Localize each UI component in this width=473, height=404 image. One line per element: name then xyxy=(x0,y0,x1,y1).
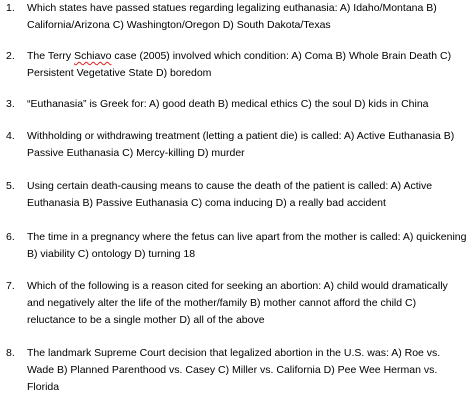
question-item-7 xyxy=(6,278,467,329)
question-number: 3. xyxy=(6,98,15,110)
question-item-5 xyxy=(6,178,467,212)
question-number: 8. xyxy=(6,347,15,359)
question-number: 6. xyxy=(6,231,15,243)
question-number: 4. xyxy=(6,130,15,142)
question-item-2 xyxy=(6,48,467,82)
question-number: 2. xyxy=(6,50,15,62)
question-item-6 xyxy=(6,229,467,263)
question-item-3 xyxy=(6,96,467,113)
question-text: Which states have passed statues regarding legalizing euthanasia: A) Idaho/Montana B) California/Arizona C) Washington/Oregon D) South Dakota/Texas xyxy=(27,2,437,31)
question-text-end: case (2005) involved which condition: A) Coma B) Whole Brain Death C) Persistent Vegetative State D) boredom xyxy=(27,50,452,79)
question-text: Using certain death-causing means to cause the death of the patient is called: A) Active Euthanasia B) Passive Euthanasia C) coma inducing D) a really bad accident xyxy=(27,180,433,209)
misspelled-word[interactable]: Schiavo xyxy=(74,50,112,62)
question-number: 5. xyxy=(6,180,15,192)
question-number: 1. xyxy=(6,2,15,14)
question-text: The time in a pregnancy where the fetus can live apart from the mother is called: A) quickening B) viability C) ontology D) turning 18 xyxy=(27,231,467,260)
question-item-1 xyxy=(6,0,467,34)
question-text: Withholding or withdrawing treatment (letting a patient die) is called: A) Active Euthanasia B) Passive Euthanasia C) Mercy-killing D) murder xyxy=(27,130,455,159)
question-text: “Euthanasia” is Greek for: A) good death B) medical ethics C) the soul D) kids in China xyxy=(27,98,429,110)
question-item-4 xyxy=(6,128,467,162)
question-item-8 xyxy=(6,345,467,396)
question-text: The landmark Supreme Court decision that legalized abortion in the U.S. was: A) Roe vs. Wade B) Planned Parenthood vs. Casey C) Miller vs. California D) Pee Wee Herman vs. Florida xyxy=(27,347,441,393)
question-text xyxy=(27,48,467,82)
question-text-start: The Terry xyxy=(27,50,75,62)
question-number: 7. xyxy=(6,280,15,292)
question-text: Which of the following is a reason cited for seeking an abortion: A) child would dramatically and negatively alter the life of the mother/family B) mother cannot afford the child C) reluctance to be a single mother D) all of the above xyxy=(27,280,448,326)
